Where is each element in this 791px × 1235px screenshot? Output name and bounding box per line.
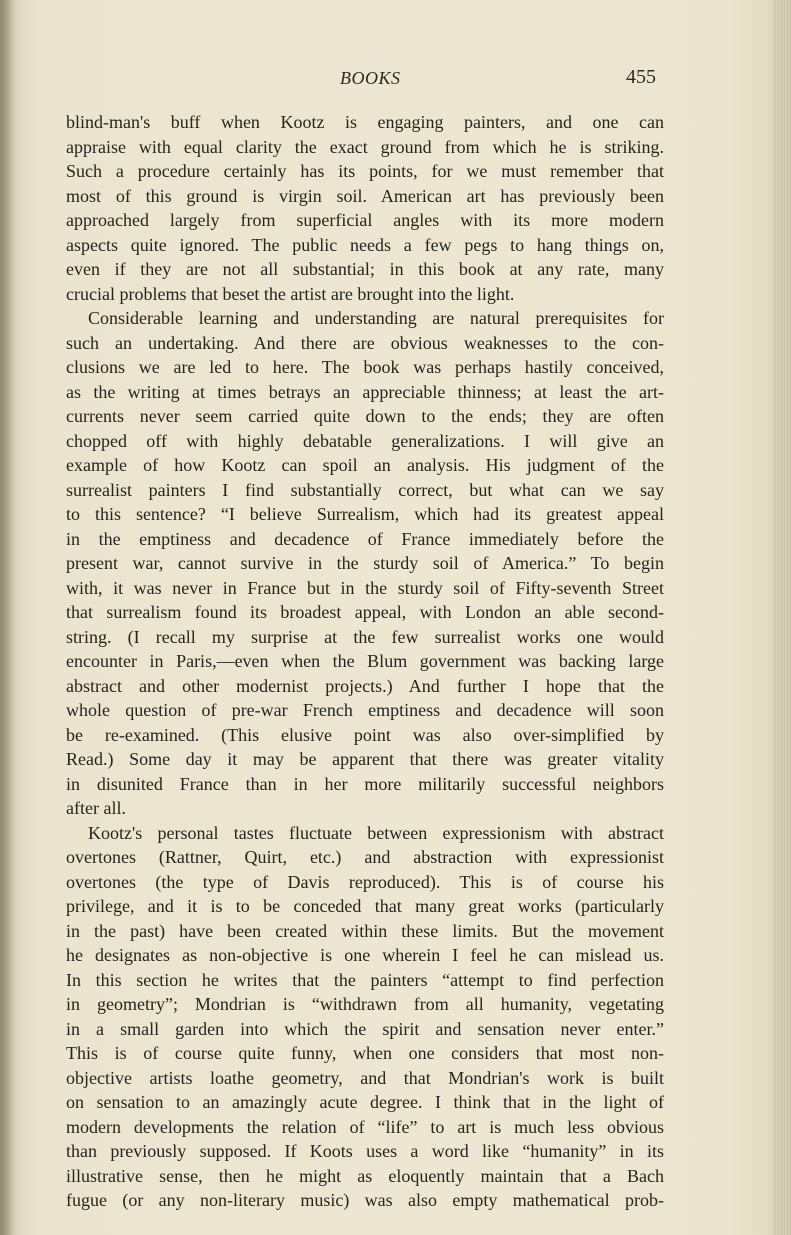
text-line: in the emptiness and decadence of France immediately before the [66,528,664,549]
text-line: overtones (the type of Davis reproduced). This is of course his [66,871,664,892]
text-line: with, it was never in France but in the sturdy soil of Fifty-seventh Street [66,577,664,598]
text-line: be re-examined. (This elusive point was also over-simplified by [66,724,664,745]
text-line: objective artists loathe geometry, and that Mondrian's work is built [66,1067,664,1088]
text-line: In this section he writes that the painters “attempt to find perfection [66,969,664,990]
text-line: appraise with equal clarity the exact ground from which he is striking. [66,136,664,157]
text-line: overtones (Rattner, Quirt, etc.) and abstraction with expressionist [66,847,664,867]
text-line: blind-man's buff when Kootz is engaging painters, and one can [66,112,664,132]
text-line: on sensation to an amazingly acute degree. I think that in the light of [66,1092,664,1112]
text-line: to this sentence? “I believe Surrealism, which had its greatest appeal [66,504,664,524]
text-line: clusions we are led to here. The book was perhaps hastily conceived, [66,357,664,377]
text-line: fugue (or any non-literary music) was also empty mathematical prob- [66,1190,664,1210]
text-line: such an undertaking. And there are obvious weaknesses to the con- [66,332,664,353]
text-line: illustrative sense, then he might as eloquently maintain that a Bach [66,1165,664,1186]
text-line: he designates as non-objective is one wherein I feel he can mislead us. [66,945,664,965]
text-line: modern developments the relation of “life” to art is much less obvious [66,1116,664,1137]
text-line: as the writing at times betrays an appreciable thinness; at least the art- [66,381,664,402]
paragraph-start-line: Considerable learning and understanding are natural prerequisites for [88,308,664,328]
paragraph-start-line: Kootz's personal tastes fluctuate between expressionism with abstract [88,822,664,843]
text-line: in the past) have been created within these limits. But the movement [66,920,664,941]
text-line: example of how Kootz can spoil an analysis. His judgment of the [66,455,664,475]
text-line: most of this ground is virgin soil. American art has previously been [66,185,664,206]
text-line: currents never seem carried quite down to the ends; they are often [66,406,664,426]
text-line: in a small garden into which the spirit and sensation never enter.” [66,1018,664,1039]
text-line: in geometry”; Mondrian is “withdrawn from all humanity, vegetating [66,994,664,1014]
text-line: encounter in Paris,—even when the Blum government was backing large [66,651,664,671]
text-line: string. (I recall my surprise at the few surrealist works one would [66,626,664,647]
text-line: crucial problems that beset the artist are brought into the light. [66,283,515,304]
running-head: BOOKS [340,68,401,88]
text-line: present war, cannot survive in the sturdy soil of America.” To begin [66,553,664,573]
text-line: surrealist painters I find substantially correct, but what can we say [66,479,664,500]
text-line: even if they are not all substantial; in this book at any rate, many [66,259,664,279]
text-line: than previously supposed. If Koots uses a word like “humanity” in its [66,1141,664,1161]
text-line: This is of course quite funny, when one considers that most non- [66,1043,664,1063]
text-line: that surrealism found its broadest appeal, with London an able second- [66,602,664,622]
body-text [66,110,664,1213]
text-line: Such a procedure certainly has its points, for we must remember that [66,161,664,181]
text-line: Read.) Some day it may be apparent that there was greater vitality [66,749,664,769]
text-line: whole question of pre-war French emptiness and decadence will soon [66,700,664,720]
text-line: after all. [66,798,126,818]
text-line: chopped off with highly debatable generalizations. I will give an [66,430,664,451]
text-line: approached largely from superficial angles with its more modern [66,210,664,230]
page-edge [773,0,791,1235]
page-number: 455 [626,66,656,88]
text-line: aspects quite ignored. The public needs a few pegs to hang things on, [66,234,664,255]
text-line: privilege, and it is to be conceded that many great works (particularly [66,896,664,916]
text-line: abstract and other modernist projects.) And further I hope that the [66,675,664,696]
gutter-shadow [0,0,14,1235]
text-line: in disunited France than in her more militarily successful neighbors [66,773,664,794]
